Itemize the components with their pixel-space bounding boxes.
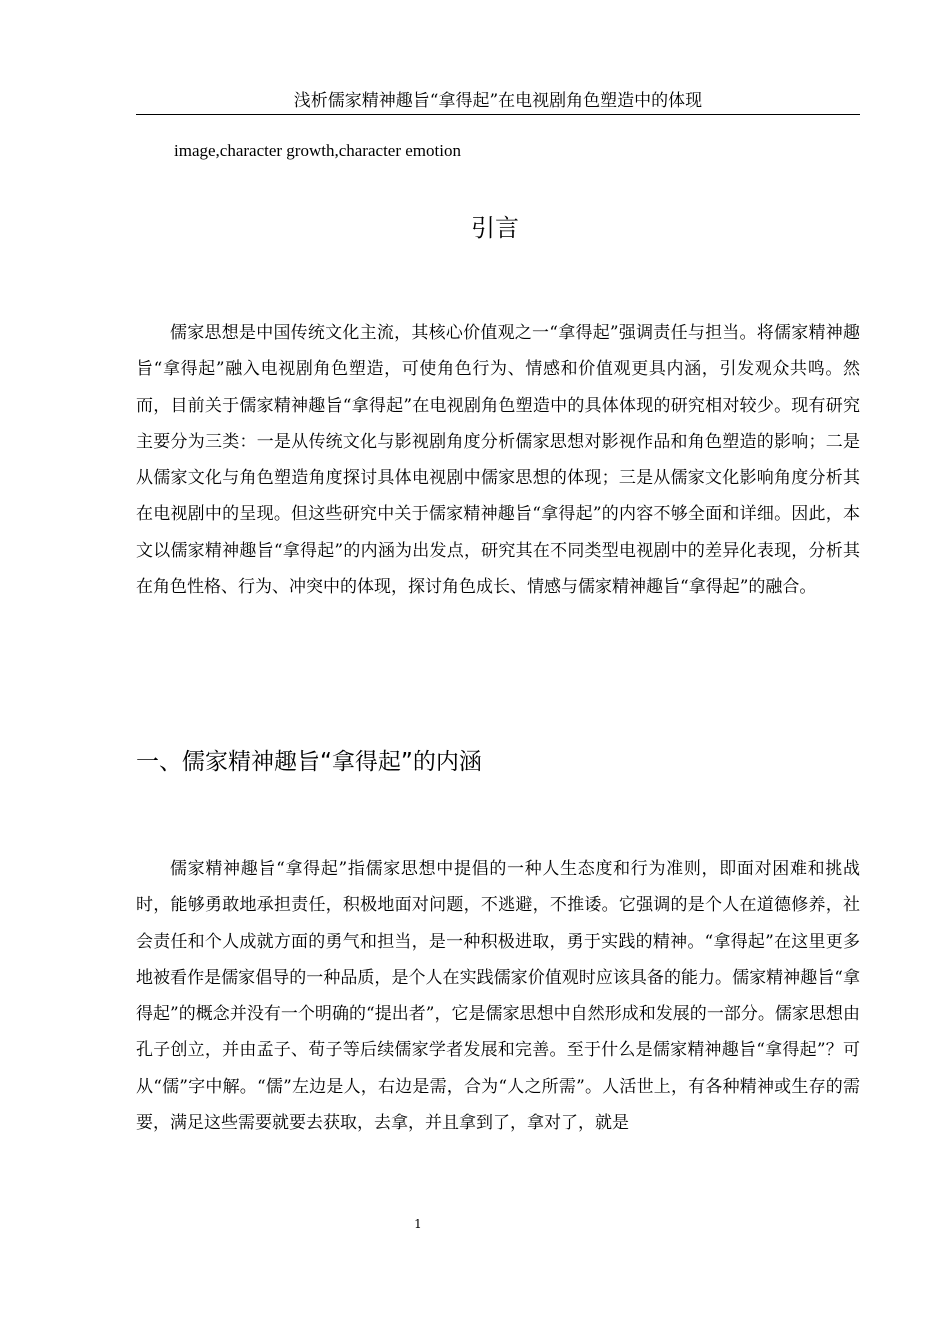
section-1-paragraph: 儒家精神趣旨“拿得起”指儒家思想中提倡的一种人生态度和行为准则，即面对困难和挑战时，能够勇敢地承担责任，积极地面对问题，不逃避，不推诿。它强调的是个人在道德修养，社会责任和个人成就方面的勇气和担当，是一种积极进取，勇于实践的精神。“拿得起”在这里更多地被看作是儒家倡导的一种品质，是个人在实践儒家价值观时应该具备的能力。儒家精神趣旨“拿得起”的概念并没有一个明确的“提出者”，它是儒家思想中自然形成和发展的一部分。儒家思想由孔子创立，并由孟子、荀子等后续儒家学者发展和完善。至于什么是儒家精神趣旨“拿得起”？可从“儒”字中解。“儒”左边是人，右边是需，合为“人之所需”。人活世上，有各种精神或生存的需要，满足这些需要就要去获取，去拿，并且拿到了，拿对了，就是 [136, 859, 860, 1134]
introduction-heading: 引言 [471, 214, 519, 242]
introduction-paragraph: 儒家思想是中国传统文化主流，其核心价值观之一“拿得起”强调责任与担当。将儒家精神趣旨“拿得起”融入电视剧角色塑造，可使角色行为、情感和价值观更具内涵，引发观众共鸣。然而，目前关于儒家精神趣旨“拿得起”在电视剧角色塑造中的具体体现的研究相对较少。现有研究主要分为三类：一是从传统文化与影视剧角度分析儒家思想对影视作品和角色塑造的影响；二是从儒家文化与角色塑造角度探讨具体电视剧中儒家思想的体现；三是从儒家文化影响角度分析其在电视剧中的呈现。但这些研究中关于儒家精神趣旨“拿得起”的内容不够全面和详细。因此，本文以儒家精神趣旨“拿得起”的内涵为出发点，研究其在不同类型电视剧中的差异化表现，分析其在角色性格、行为、冲突中的体现，探讨角色成长、情感与儒家精神趣旨“拿得起”的融合。 [136, 323, 860, 598]
running-header: 浅析儒家精神趣旨“拿得起”在电视剧角色塑造中的体现 [136, 90, 860, 115]
section-1-heading: 一、儒家精神趣旨“拿得起”的内涵 [136, 749, 482, 775]
page-number: 1 [414, 1217, 422, 1231]
english-keywords-continuation: image,character growth,character emotion [174, 141, 461, 160]
